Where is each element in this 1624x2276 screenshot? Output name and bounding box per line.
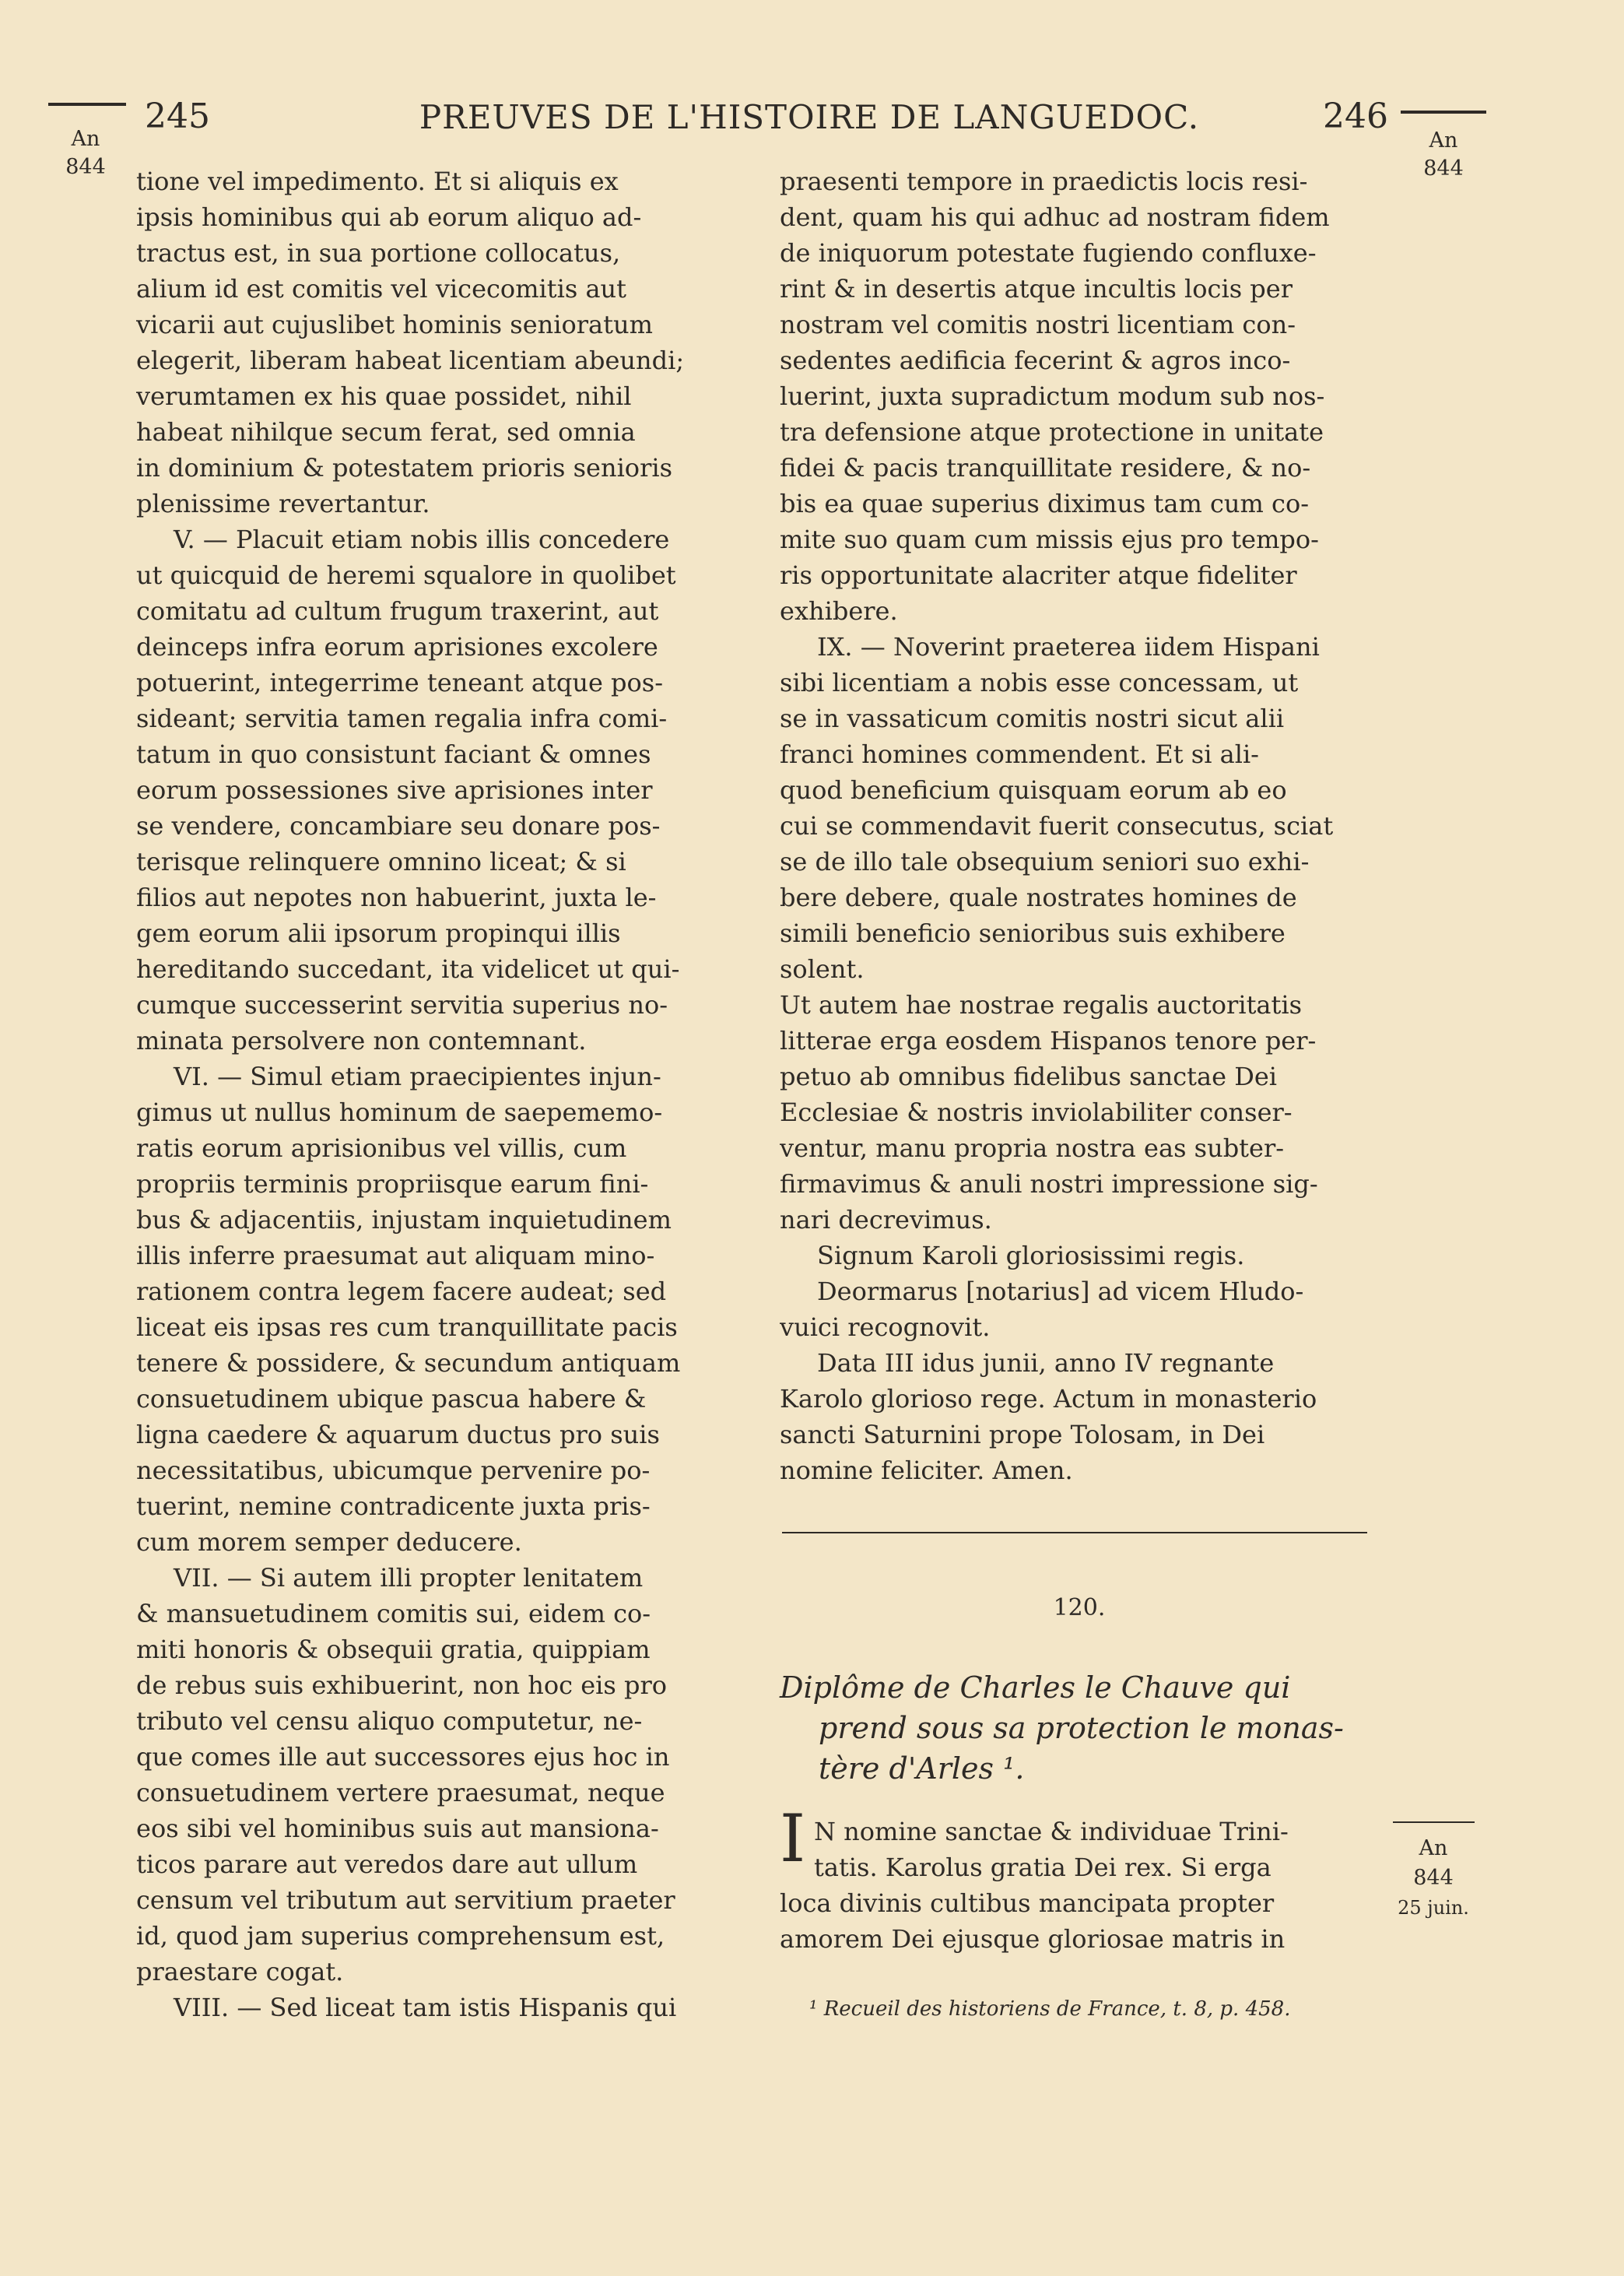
text-line: litterae erga eosdem Hispanos tenore per-: [780, 1026, 1317, 1055]
text-line: eos sibi vel hominibus suis aut mansiona-: [136, 1814, 659, 1843]
text-line: sedentes aedificia fecerint & agros inco-: [780, 346, 1291, 375]
text-line: Deormarus [notarius] ad vicem Hludo-: [817, 1277, 1304, 1306]
text-line: Ut autem hae nostrae regalis auctoritatis: [780, 990, 1303, 1020]
section-title: [780, 1667, 1379, 1789]
section-body: [780, 1814, 1379, 1957]
text-line: bis ea quae superius diximus tam cum co-: [780, 489, 1310, 518]
text-line: tributo vel censu aliquo computetur, ne-: [136, 1706, 643, 1736]
text-line: gem eorum alii ipsorum propinqui illis: [136, 918, 621, 948]
text-line: vicarii aut cujuslibet hominis senioratum: [136, 310, 653, 339]
section-title-line: tère d'Arles ¹.: [819, 1751, 1025, 1786]
text-line: consuetudinem ubique pascua habere &: [136, 1384, 647, 1414]
text-line: Ecclesiae & nostris inviolabiliter conser-: [780, 1098, 1293, 1127]
text-line: sideant; servitia tamen regalia infra comi-: [136, 704, 668, 733]
text-line: de rebus suis exhibuerint, non hoc eis pro: [136, 1670, 668, 1700]
text-line: alium id est comitis vel vicecomitis aut: [136, 274, 626, 304]
text-line: filios aut nepotes non habuerint, juxta le-: [136, 883, 657, 912]
text-line: rint & in desertis atque incultis locis per: [780, 274, 1293, 304]
text-line: VII. — Si autem illi propter lenitatem: [174, 1563, 644, 1593]
section-body-line: tatis. Karolus gratia Dei rex. Si erga: [814, 1853, 1271, 1882]
left-margin-note: [54, 125, 117, 154]
text-line: deinceps infra eorum aprisiones excolere: [136, 632, 658, 662]
text-line: hereditando succedant, ita videlicet ut qui-: [136, 954, 680, 984]
section-divider: [782, 1532, 1367, 1533]
text-line: firmavimus & anuli nostri impressione sig-: [780, 1169, 1318, 1199]
text-line: exhibere.: [780, 596, 898, 626]
text-line: minata persolvere non contemnant.: [136, 1026, 587, 1055]
text-line: ut quicquid de heremi squalore in quolibet: [136, 560, 676, 590]
text-line: se in vassaticum comitis nostri sicut alii: [780, 704, 1285, 733]
text-line: ratis eorum aprisionibus vel villis, cum: [136, 1133, 627, 1163]
text-line: necessitatibus, ubicumque pervenire po-: [136, 1456, 651, 1485]
text-line: praestare cogat.: [136, 1957, 344, 1986]
text-line: verumtamen ex his quae possidet, nihil: [136, 381, 632, 411]
text-line: fidei & pacis tranquillitate residere, & no-: [780, 453, 1311, 483]
text-line: dent, quam his qui adhuc ad nostram fidem: [780, 202, 1330, 232]
left-margin-an: An: [71, 127, 100, 151]
text-line: ligna caedere & aquarum ductus pro suis: [136, 1420, 660, 1449]
text-line: cum morem semper deducere.: [136, 1527, 522, 1557]
text-line: se vendere, concambiare seu donare pos-: [136, 811, 661, 841]
text-line: propriis terminis propriisque earum fini-: [136, 1169, 649, 1199]
section-margin-rule: [1393, 1821, 1475, 1823]
text-line: cui se commendavit fuerit consecutus, sciat: [780, 811, 1334, 841]
text-line: Karolo glorioso rege. Actum in monasterio: [780, 1384, 1317, 1414]
text-line: mite suo quam cum missis ejus pro tempo-: [780, 525, 1319, 554]
text-line: censum vel tributum aut servitium praeter: [136, 1885, 675, 1915]
text-line: petuo ab omnibus fidelibus sanctae Dei: [780, 1062, 1278, 1091]
footnote: ¹ Recueil des historiens de France, t. 8, p. 458.: [809, 1997, 1291, 2021]
text-line: tione vel impedimento. Et si aliquis ex: [136, 167, 619, 196]
section-margin-an: An: [1419, 1836, 1448, 1860]
page-number-left: 245: [145, 97, 210, 136]
text-line: sibi licentiam a nobis esse concessam, ut: [780, 668, 1299, 697]
text-line: luerint, juxta supradictum modum sub nos-: [780, 381, 1325, 411]
text-line: vuici recognovit.: [780, 1312, 991, 1342]
left-margin-year: 844: [65, 155, 106, 179]
text-line: ticos parare aut veredos dare aut ullum: [136, 1849, 638, 1879]
right-column: [780, 163, 1379, 1488]
text-line: elegerit, liberam habeat licentiam abeundi;: [136, 346, 685, 375]
section-title-line: prend sous sa protection le monas-: [819, 1711, 1344, 1745]
text-line: & mansuetudinem comitis sui, eidem co-: [136, 1599, 651, 1628]
text-line: nari decrevimus.: [780, 1205, 992, 1235]
section-margin-date: 25 juin.: [1398, 1897, 1469, 1919]
text-line: Data III idus junii, anno IV regnante: [817, 1348, 1275, 1378]
text-line: ris opportunitate alacriter atque fideliter: [780, 560, 1297, 590]
text-line: id, quod jam superius comprehensum est,: [136, 1921, 665, 1951]
text-line: V. — Placuit etiam nobis illis concedere: [174, 525, 670, 554]
text-line: nomine feliciter. Amen.: [780, 1456, 1073, 1485]
text-line: sancti Saturnini prope Tolosam, in Dei: [780, 1420, 1265, 1449]
section-number: 120.: [1053, 1594, 1106, 1621]
text-line: gimus ut nullus hominum de saepememo-: [136, 1098, 663, 1127]
text-line: franci homines commendent. Et si ali-: [780, 739, 1259, 769]
section-margin-year: 844: [1413, 1866, 1454, 1890]
text-line: bere debere, quale nostrates homines de: [780, 883, 1297, 912]
text-line: simili beneficio senioribus suis exhibere: [780, 918, 1286, 948]
right-margin-year: 844: [1423, 156, 1464, 181]
page-number-right: 246: [1323, 97, 1388, 136]
left-margin-rule: [48, 103, 126, 106]
text-line: tra defensione atque protectione in unitate: [780, 417, 1324, 447]
text-line: liceat eis ipsas res cum tranquillitate pacis: [136, 1312, 678, 1342]
section-title-line: Diplôme de Charles le Chauve qui: [780, 1670, 1291, 1705]
text-line: nostram vel comitis nostri licentiam con-: [780, 310, 1296, 339]
page-title: PREUVES DE L'HISTOIRE DE LANGUEDOC.: [419, 98, 1200, 136]
section-body-line: N nomine sanctae & individuae Trini-: [814, 1817, 1289, 1846]
text-line: solent.: [780, 954, 865, 984]
text-line: cumque successerint servitia superius no-: [136, 990, 668, 1020]
text-line: VIII. — Sed liceat tam istis Hispanis qui: [174, 1993, 677, 2022]
text-line: consuetudinem vertere praesumat, neque: [136, 1778, 665, 1807]
text-line: que comes ille aut successores ejus hoc in: [136, 1742, 670, 1772]
text-line: illis inferre praesumat aut aliquam mino-: [136, 1241, 655, 1270]
text-line: se de illo tale obsequium seniori suo exhi-: [780, 847, 1310, 876]
text-line: tuerint, nemine contradicente juxta pris-: [136, 1491, 651, 1521]
text-line: praesenti tempore in praedictis locis resi-: [780, 167, 1308, 196]
text-line: tractus est, in sua portione collocatus,: [136, 238, 621, 268]
text-line: tenere & possidere, & secundum antiquam: [136, 1348, 681, 1378]
text-line: Signum Karoli gloriosissimi regis.: [817, 1241, 1245, 1270]
text-line: tatum in quo consistunt faciant & omnes: [136, 739, 651, 769]
text-line: comitatu ad cultum frugum traxerint, aut: [136, 596, 659, 626]
left-column: [136, 163, 751, 2025]
text-line: ipsis hominibus qui ab eorum aliquo ad-: [136, 202, 642, 232]
text-line: VI. — Simul etiam praecipientes injun-: [174, 1062, 661, 1091]
text-line: in dominium & potestatem prioris senioris: [136, 453, 673, 483]
text-line: quod beneficium quisquam eorum ab eo: [780, 775, 1287, 805]
text-line: plenissime revertantur.: [136, 489, 430, 518]
text-line: potuerint, integerrime teneant atque pos-: [136, 668, 664, 697]
text-line: terisque relinquere omnino liceat; & si: [136, 847, 626, 876]
text-line: miti honoris & obsequii gratia, quippiam: [136, 1635, 651, 1664]
text-line: de iniquorum potestate fugiendo confluxe-: [780, 238, 1317, 268]
section-body-line: amorem Dei ejusque gloriosae matris in: [780, 1924, 1286, 1954]
right-margin-an: An: [1429, 128, 1458, 153]
text-line: eorum possessiones sive aprisiones inter: [136, 775, 653, 805]
text-line: rationem contra legem facere audeat; sed: [136, 1277, 667, 1306]
text-line: IX. — Noverint praeterea iidem Hispani: [817, 632, 1320, 662]
text-line: habeat nihilque secum ferat, sed omnia: [136, 417, 636, 447]
text-line: ventur, manu propria nostra eas subter-: [780, 1133, 1285, 1163]
drop-cap: I: [780, 1800, 806, 1877]
section-body-line: loca divinis cultibus mancipata propter: [780, 1888, 1275, 1918]
text-line: bus & adjacentiis, injustam inquietudinem: [136, 1205, 672, 1235]
right-margin-rule: [1401, 111, 1486, 114]
